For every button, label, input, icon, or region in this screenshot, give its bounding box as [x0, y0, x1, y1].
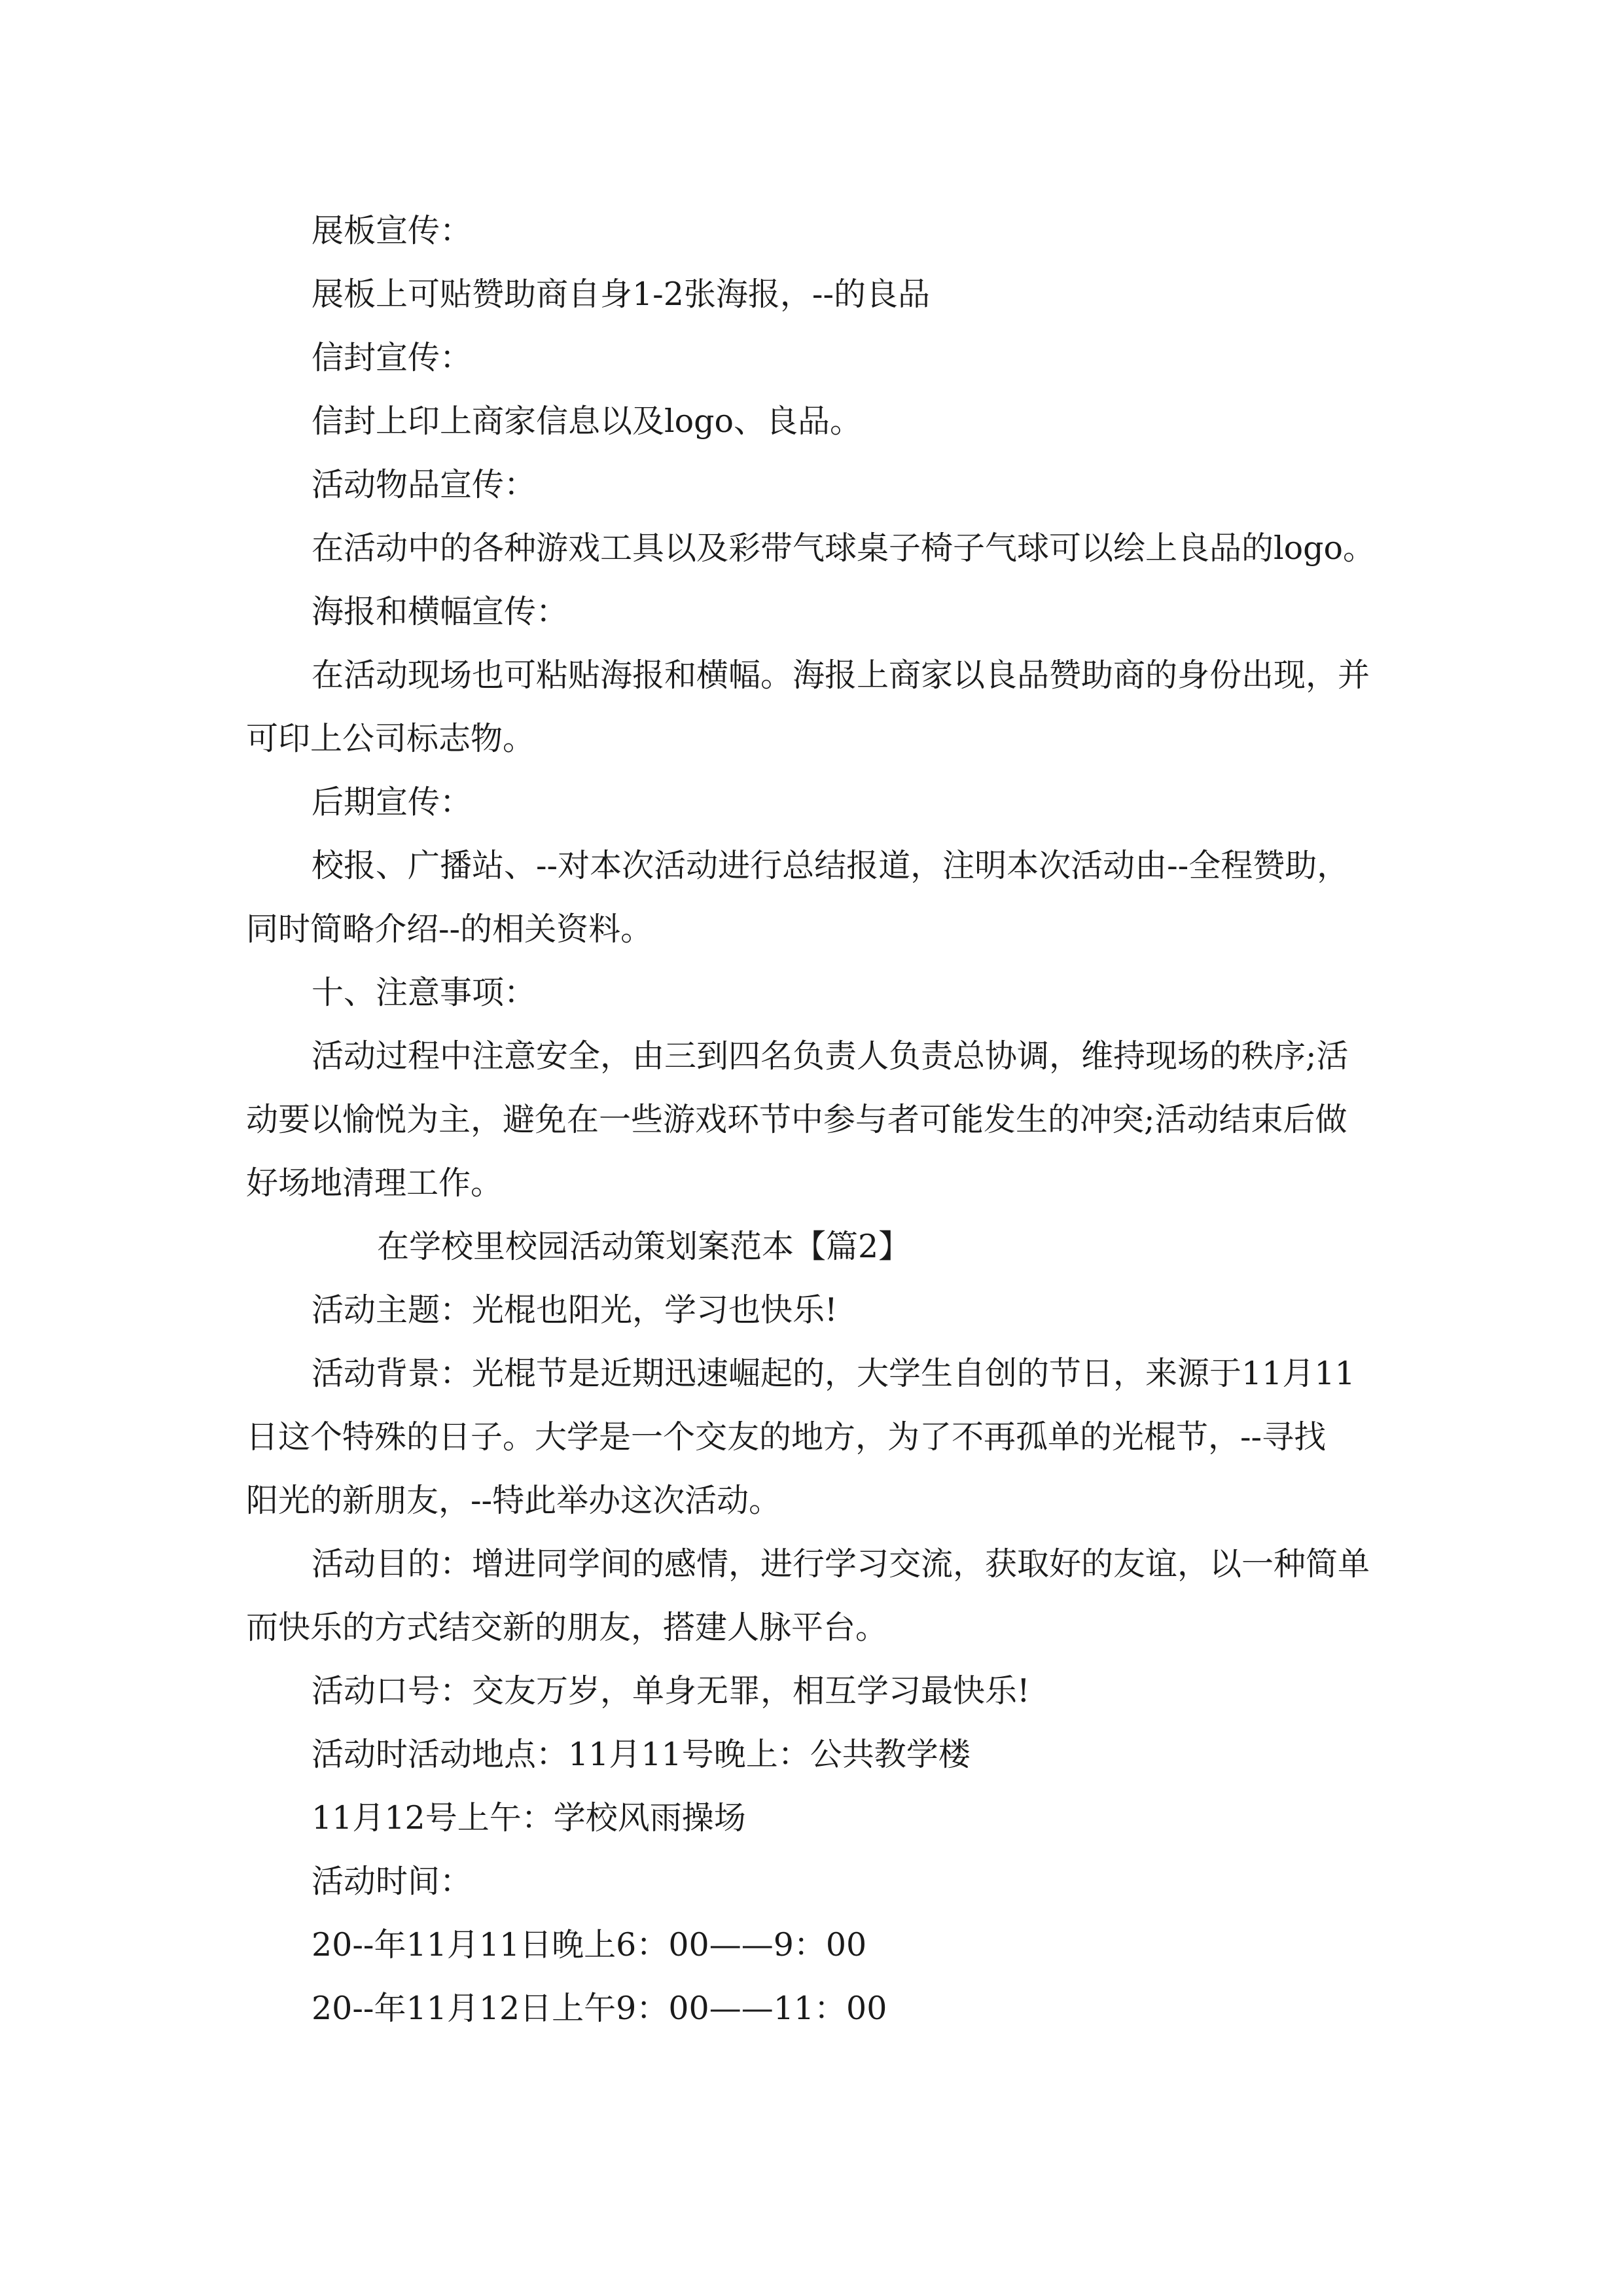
- text-line: 阳光的新朋友，--特此举办这次活动。: [246, 1482, 781, 1519]
- text-line: 动要以愉悦为主，避免在一些游戏环节中参与者可能发生的冲突;活动结束后做: [246, 1101, 1347, 1138]
- text-line: 在活动中的各种游戏工具以及彩带气球桌子椅子气球可以绘上良品的logo。: [312, 529, 1376, 567]
- text-line: 校报、广播站、--对本次活动进行总结报道，注明本次活动由--全程赞助，: [312, 847, 1349, 884]
- section-heading: 十、注意事项：: [312, 974, 537, 1011]
- text-line: 活动目的：增进同学间的感情，进行学习交流，获取好的友谊，以一种简单: [312, 1545, 1370, 1583]
- text-line: 活动主题：光棍也阳光，学习也快乐!: [312, 1291, 838, 1329]
- text-line: 在活动现场也可粘贴海报和横幅。海报上商家以良品赞助商的身份出现，并: [312, 656, 1370, 694]
- text-line: 活动时活动地点：11月11号晚上：公共教学楼: [312, 1736, 971, 1773]
- text-line: 活动背景：光棍节是近期迅速崛起的，大学生自创的节日，来源于11月11: [312, 1355, 1355, 1392]
- text-line: 后期宣传：: [312, 783, 473, 821]
- text-line: 活动物品宣传：: [312, 466, 537, 503]
- text-line: 活动口号：交友万岁，单身无罪，相互学习最快乐!: [312, 1672, 1030, 1710]
- text-line: 信封宣传：: [312, 339, 473, 376]
- text-line: 20--年11月11日晚上6：00——9：00: [312, 1926, 867, 1964]
- article-title: 在学校里校园活动策划案范本【篇2】: [377, 1228, 911, 1265]
- text-line: 展板上可贴赞助商自身1-2张海报，--的良品: [312, 276, 931, 313]
- text-line: 可印上公司标志物。: [246, 720, 535, 757]
- text-line: 展板宣传：: [312, 212, 473, 249]
- text-line: 而快乐的方式结交新的朋友，搭建人脉平台。: [246, 1609, 888, 1646]
- text-line: 活动过程中注意安全，由三到四名负责人负责总协调，维持现场的秩序;活: [312, 1037, 1349, 1075]
- text-line: 11月12号上午：学校风雨操场: [312, 1799, 746, 1837]
- text-line: 日这个特殊的日子。大学是一个交友的地方，为了不再孤单的光棍节，--寻找: [246, 1418, 1327, 1456]
- text-line: 同时简略介绍--的相关资料。: [246, 910, 653, 948]
- text-line: 海报和横幅宣传：: [312, 593, 569, 630]
- text-line: 信封上印上商家信息以及logo、良品。: [312, 403, 863, 440]
- text-line: 好场地清理工作。: [246, 1164, 503, 1202]
- text-line: 活动时间：: [312, 1863, 473, 1900]
- text-line: 20--年11月12日上午9：00——11：00: [312, 1990, 887, 2027]
